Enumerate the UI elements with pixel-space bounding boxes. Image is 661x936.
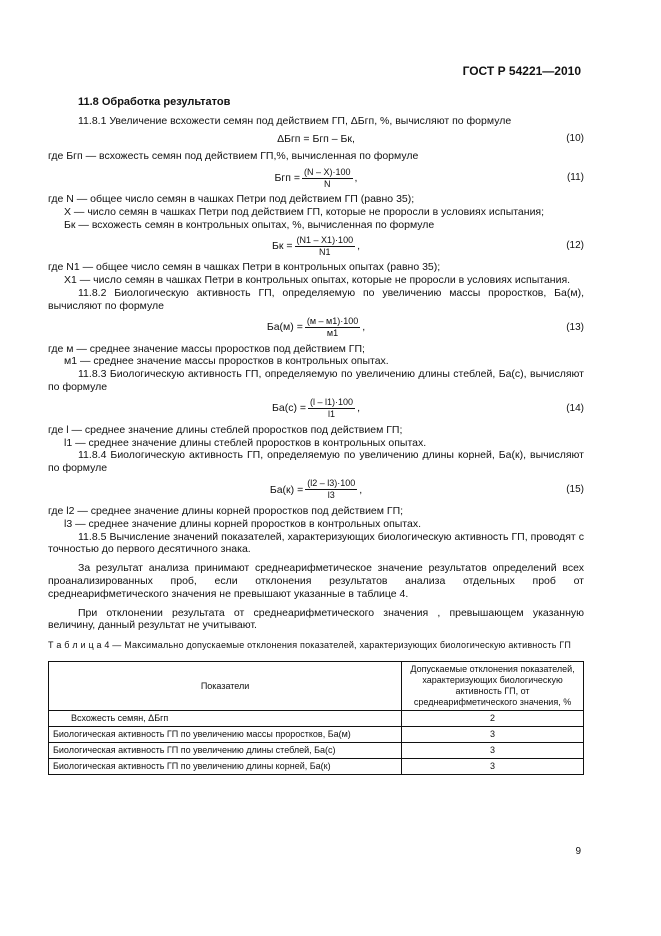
where-l3: l3 — среднее значение длины корней проростков в контрольных опытах. — [64, 517, 422, 530]
where-X1: X1 — число семян в чашках Петри в контрольных опытах, которые не проросли в условиях испытания. — [64, 274, 571, 287]
where-l2: где l2 — среднее значение длины корней проростков под действием ГП; — [48, 504, 404, 517]
document-header: ГОСТ Р 54221—2010 — [462, 64, 581, 78]
formula-13-numerator: (м – м1)·100 — [306, 316, 359, 327]
formula-11-fraction — [302, 167, 353, 190]
formula-12-number: (12) — [566, 240, 584, 252]
table-4 — [48, 661, 584, 775]
formula-12: Бк = $\frac{(N1 - X1)\cdot 100}{N1}$ , (12) — [272, 234, 584, 257]
table-cell-value: 3 — [402, 759, 584, 775]
formula-10-number: (10) — [566, 133, 584, 145]
formula-12-numerator: (N1 – X1)·100 — [296, 234, 354, 245]
where-X: X — число семян в чашках Петри под действием ГП, которые не проросли в условиях испытания; — [64, 205, 545, 218]
formula-15-fraction — [305, 478, 357, 501]
paragraph-11-8-1: 11.8.1 Увеличение всхожести семян под действием ГП, ΔБгп, %, вычисляют по формуле — [78, 115, 512, 128]
formula-14-numerator: (l – l1)·100 — [310, 397, 354, 408]
table-header-indicator: Показатели — [49, 662, 402, 711]
formula-12-lhs: Бк = — [272, 239, 293, 252]
formula-14: Ба(с) = $\frac{(l - l1)\cdot 100}{l1}$ , (14) — [272, 397, 584, 420]
formula-15-numerator: (l2 – l3)·100 — [307, 478, 356, 489]
formula-13-number: (13) — [566, 321, 584, 333]
table-row — [49, 743, 584, 759]
table-cell-value: 2 — [402, 711, 584, 727]
table-cell-name: Всхожесть семян, ΔБгп — [49, 711, 402, 727]
table-cell-value: 3 — [402, 743, 584, 759]
where-m1: м1 — среднее значение массы проростков в контрольных опытах. — [64, 355, 389, 368]
formula-13-fraction — [305, 316, 360, 339]
table-caption: Т а б л и ц а 4 — Максимально допускаемые отклонения показателей, характеризующих биологическую активность ГП — [48, 640, 572, 651]
formula-13: Ба(м) = $\frac{(м - м1)\cdot 100}{м1}$ , (13) — [266, 316, 584, 339]
where-bgp: где Бгп — всхожесть семян под действием ГП,%, вычисленная по формуле — [48, 150, 419, 163]
formula-10-text: ΔБгп = Бгп – Бк, — [277, 132, 355, 145]
formula-15-number: (15) — [566, 483, 584, 495]
paragraph-deviation: При отклонении результата от среднеарифметического значения , превышающем указанную величину, данный результат не учитывают. — [48, 606, 584, 632]
table-cell-name: Биологическая активность ГП по увеличению длины корней, Ба(к) — [49, 759, 402, 775]
table-cell-name: Биологическая активность ГП по увеличению длины стеблей, Ба(с) — [49, 743, 402, 759]
table-cell-value: 3 — [402, 727, 584, 743]
formula-10 — [48, 128, 584, 150]
section-title: 11.8 Обработка результатов — [78, 96, 231, 108]
paragraph-11-8-5: 11.8.5 Вычисление значений показателей, характеризующих биологическую активность ГП, проводят с точностью до первого десятичного знака. — [48, 530, 584, 556]
table-row — [49, 727, 584, 743]
formula-11-number: (11) — [566, 171, 584, 183]
formula-13-lhs: Ба(м) = — [266, 321, 303, 334]
page-content — [48, 96, 584, 775]
where-N1: где N1 — общее число семян в чашках Петри в контрольных опытах (равно 35); — [48, 261, 441, 274]
paragraph-11-8-4: 11.8.4 Биологическую активность ГП, определяемую по увеличению длины корней, Ба(к), вычисляют по формуле — [48, 449, 584, 475]
formula-12-denominator: N1 — [319, 246, 331, 257]
where-m: где м — среднее значение массы проростков под действием ГП; — [48, 342, 365, 355]
paragraph-11-8-2: 11.8.2 Биологическую активность ГП, определяемую по увеличению массы проростков, Ба(м), вычисляют по формуле — [48, 286, 584, 312]
table-header-deviation: Допускаемые отклонения показателей, характеризующих биологическую активность ГП, от среднеарифметического значения, % — [402, 662, 584, 711]
formula-14-number: (14) — [566, 402, 584, 414]
paragraph-result: За результат анализа принимают среднеарифметическое значение результатов определений всех проанализированных проб, если отклонения результатов анализа отдельных проб от среднеарифметического значения не превышают указанные в таблице 4. — [48, 562, 584, 600]
formula-15-lhs: Ба(к) = — [269, 483, 304, 496]
where-l: где l — среднее значение длины стеблей проростков под действием ГП; — [48, 423, 403, 436]
table-row — [49, 759, 584, 775]
formula-15-denominator: l3 — [327, 490, 335, 501]
table-row — [49, 711, 584, 727]
formula-15: Ба(к) = $\frac{(l2 - l3)\cdot 100}{l3}$ , (15) — [269, 478, 584, 501]
table-cell-name: Биологическая активность ГП по увеличению массы проростков, Ба(м) — [49, 727, 402, 743]
table-header-row — [49, 662, 584, 711]
formula-12-fraction — [295, 235, 356, 258]
formula-14-fraction — [308, 397, 355, 420]
where-Bk: Бк — всхожесть семян в контрольных опытах, %, вычисленная по формуле — [64, 218, 435, 231]
paragraph-11-8-3: 11.8.3 Биологическую активность ГП, определяемую по увеличению длины стеблей, Ба(с), вычисляют по формуле — [48, 368, 584, 393]
formula-14-lhs: Ба(с) = — [272, 402, 307, 415]
formula-13-denominator: м1 — [326, 328, 339, 339]
formula-11-denominator: N — [324, 178, 331, 189]
where-N: где N — общее число семян в чашках Петри под действием ГП (равно 35); — [48, 193, 415, 205]
formula-11-numerator: (N – X)·100 — [304, 166, 351, 177]
page-number: 9 — [575, 845, 581, 857]
formula-11-lhs: Бгп = — [274, 171, 300, 184]
where-l1: l1 — среднее значение длины стеблей проростков в контрольных опытах. — [64, 436, 427, 449]
formula-14-denominator: l1 — [328, 409, 336, 420]
formula-11: Бгп = $\frac{(N - X)\cdot 100}{N}$ , (11) — [274, 166, 584, 189]
